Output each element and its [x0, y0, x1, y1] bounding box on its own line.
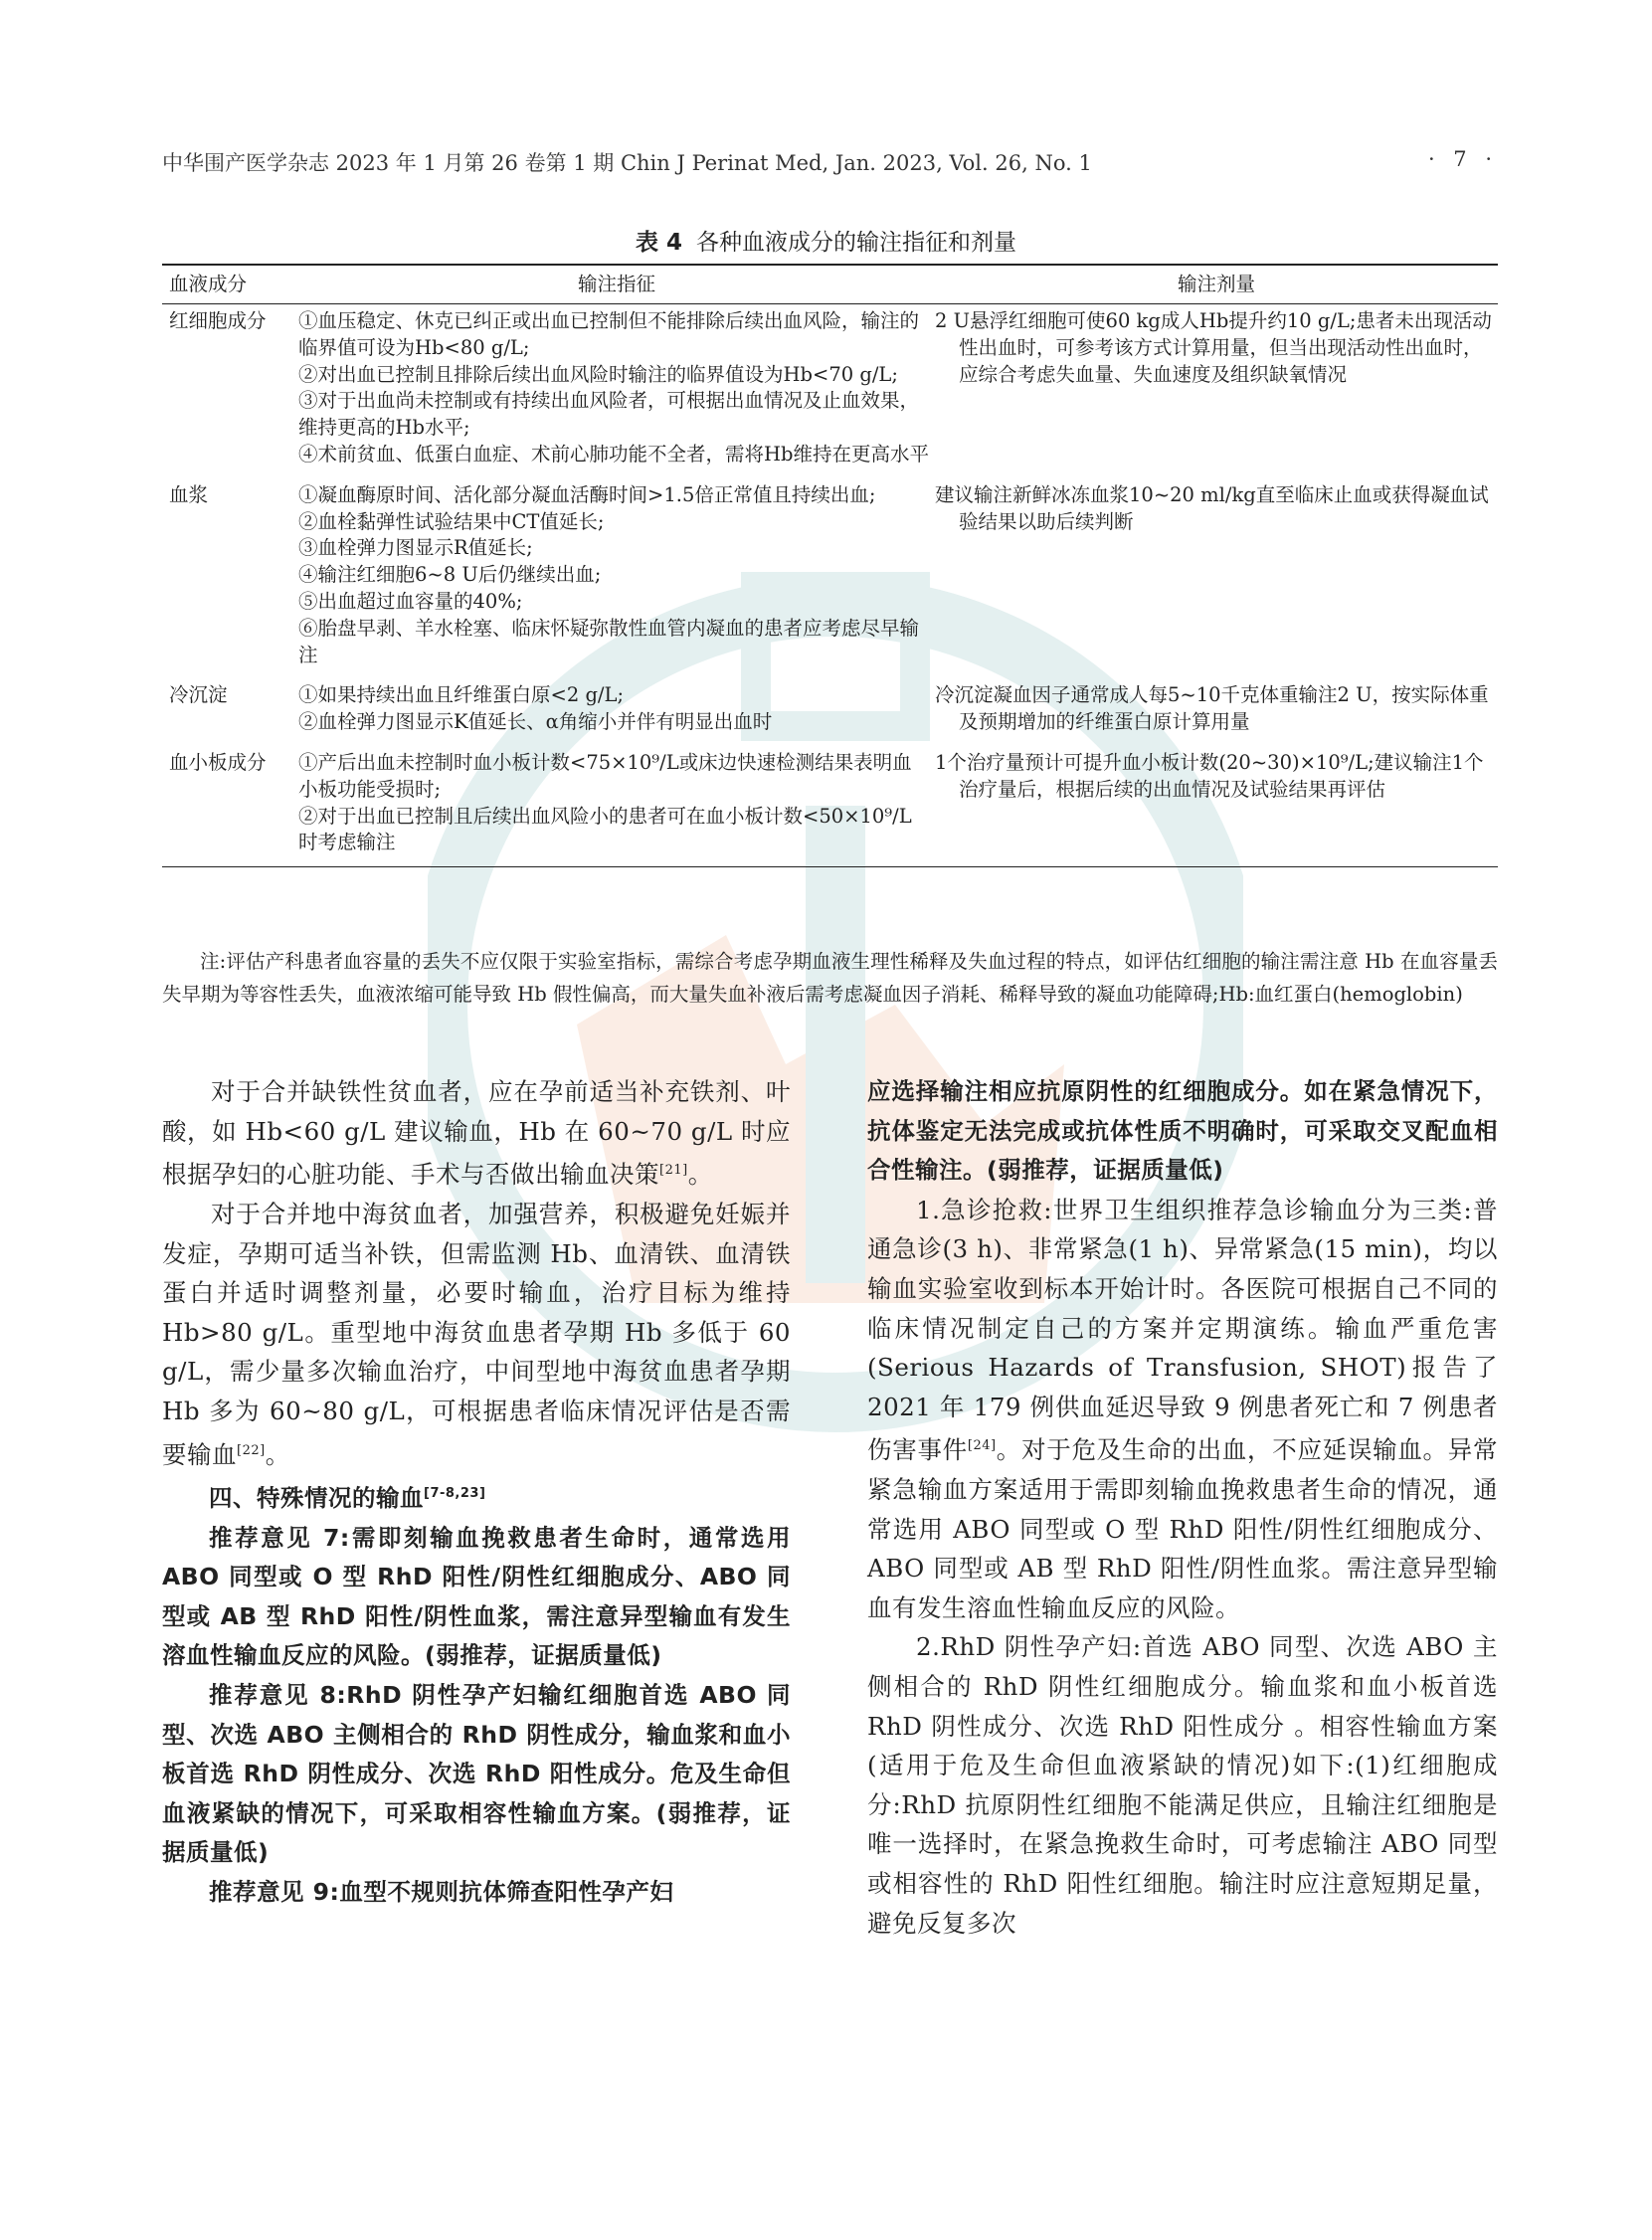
table-title [0, 224, 1652, 257]
paragraph-iron-deficiency: 对于合并缺铁性贫血者，应在孕前适当补充铁剂、叶酸，如 Hb<60 g/L 建议输血，Hb 在 60~70 g/L 时应根据孕妇的心脏功能、手术与否做出输血决策[21]。 [162, 1077, 791, 1190]
recommendation-8: 推荐意见 8:RhD 阴性孕产妇输红细胞首选 ABO 同型、次选 ABO 主侧相合的 RhD 阴性成分，输血浆和血小板首选 RhD 阴性成分、次选 RhD 阳性成分。危及生命但血液紧缺的情况下，可采取相容性输血方案。(弱推荐，证据质量低) [162, 1681, 791, 1867]
running-header: 中华围产医学杂志 2023 年 1 月第 26 卷第 1 期 Chin J Perinat Med, Jan. 2023, Vol. 26, No. 1 [162, 151, 1092, 175]
indication-item: ③对于出血尚未控制或有持续出血风险者，可根据出血情况及止血效果，维持更高的Hb水平; [298, 389, 920, 440]
indication-item: ③血栓弹力图显示R值延长; [298, 536, 533, 560]
indications-cell [298, 478, 935, 679]
recommendation-9-start: 推荐意见 9:血型不规则抗体筛查阳性孕产妇 [209, 1878, 674, 1907]
table-row [162, 478, 1498, 679]
right-column [867, 1072, 1498, 1943]
citation: [21] [659, 1163, 688, 1179]
section-heading: 四、特殊情况的输血[7-8,23] [209, 1484, 486, 1513]
left-column [162, 1072, 791, 1913]
indications-cell [298, 304, 935, 478]
table-label: 表 4 [635, 230, 682, 256]
indications-cell [298, 678, 935, 746]
component-cell: 冷沉淀 [169, 683, 228, 707]
table-note: 注:评估产科患者血容量的丢失不应仅限于实验室指标，需综合考虑孕期血液生理性稀释及失血过程的特点，如评估红细胞的输注需注意 Hb 在血容量丢失早期为等容性丢失，血液浓缩可能导致 Hb 假性偏高，而大量失血补液后需考虑凝血因子消耗、稀释导致的凝血功能障碍;Hb:血红蛋白(hemoglobin) [162, 950, 1498, 1006]
table-row [162, 304, 1498, 478]
indication-item: ②血栓弹力图显示K值延长、α角缩小并伴有明显出血时 [298, 710, 773, 734]
indication-item: ②对于出血已控制且后续出血风险小的患者可在血小板计数<50×10⁹/L时考虑输注 [298, 804, 912, 854]
citation: [7-8,23] [424, 1486, 486, 1502]
page-number: · 7 · [1427, 147, 1498, 171]
indication-item: ④输注红细胞6~8 U后仍继续出血; [298, 563, 602, 587]
col-header-indications: 输注指征 [298, 265, 935, 304]
component-cell: 血小板成分 [169, 750, 267, 774]
table-row [162, 746, 1498, 867]
paragraph-rhd-negative: 2.RhD 阴性孕产妇:首选 ABO 同型、次选 ABO 主侧相合的 RhD 阴性红细胞成分。输血浆和血小板首选 RhD 阴性成分、次选 RhD 阳性成分 。相容性输血方案(适用于危及生命但血液紧缺的情况)如下:(1)红细胞成分:RhD 抗原阴性红细胞不能满足供应，且输注红细胞是唯一选择时，在紧急挽救生命时，可考虑输注 ABO 同型或相容性的 RhD 阳性红细胞。输注时应注意短期足量，避免反复多次 [867, 1632, 1498, 1938]
indication-item: ①凝血酶原时间、活化部分凝血活酶时间>1.5倍正常值且持续出血; [298, 482, 876, 506]
dose-cell: 建议输注新鲜冰冻血浆10~20 ml/kg直至临床止血或获得凝血试验结果以助后续判断 [935, 482, 1489, 533]
indication-item: ⑤出血超过血容量的40%; [298, 589, 523, 613]
recommendation-7: 推荐意见 7:需即刻输血挽救患者生命时，通常选用 ABO 同型或 O 型 RhD 阳性/阴性红细胞成分、ABO 同型或 AB 型 RhD 阳性/阴性血浆，需注意异型输血有发生溶血性输血反应的风险。(弱推荐，证据质量低) [162, 1523, 791, 1670]
indication-item: ①如果持续出血且纤维蛋白原<2 g/L; [298, 683, 625, 707]
dose-cell: 冷沉淀凝血因子通常成人每5~10千克体重输注2 U，按实际体重及预期增加的纤维蛋白原计算用量 [935, 683, 1489, 734]
indication-item: ④术前贫血、低蛋白血症、术前心肺功能不全者，需将Hb维持在更高水平 [298, 442, 929, 466]
component-cell: 血浆 [169, 482, 209, 506]
recommendation-9-cont: 应选择输注相应抗原阴性的红细胞成分。如在紧急情况下，抗体鉴定无法完成或抗体性质不明确时，可采取交叉配血相合性输注。(弱推荐，证据质量低) [867, 1077, 1498, 1185]
transfusion-table [162, 264, 1498, 867]
indication-item: ①血压稳定、休克已纠正或出血已控制但不能排除后续出血风险，输注的临界值可设为Hb<80 g/L; [298, 309, 920, 359]
dose-cell: 2 U悬浮红细胞可使60 kg成人Hb提升约10 g/L;患者未出现活动性出血时，可参考该方式计算用量，但当出现活动性出血时，应综合考虑失血量、失血速度及组织缺氧情况 [935, 309, 1492, 386]
paragraph-emergency: 1.急诊抢救:世界卫生组织推荐急诊输血分为三类:普通急诊(3 h)、非常紧急(1 h)、异常紧急(15 min)，均以输血实验室收到标本开始计时。各医院可根据自己不同的临床情况制定自己的方案并定期演练。输血严重危害(Serious Hazards of Transfusion, SHOT)报告了 2021 年 179 例供血延迟导致 9 例患者死亡和 7 例患者伤害事件[24]。对于危及生命的出血，不应延误输血。异常紧急输血方案适用于需即刻输血挽救患者生命的情况，通常选用 ABO 同型或 O 型 RhD 阳性/阴性红细胞成分、ABO 同型或 AB 型 RhD 阳性/阴性血浆。需注意异型输血有发生溶血性输血反应的风险。 [867, 1195, 1499, 1622]
indications-cell [298, 746, 935, 867]
dose-cell: 1个治疗量预计可提升血小板计数(20~30)×10⁹/L;建议输注1个治疗量后，根据后续的出血情况及试验结果再评估 [935, 750, 1484, 801]
indication-item: ②对出血已控制且排除后续出血风险时输注的临界值设为Hb<70 g/L; [298, 362, 898, 386]
table-header-row [162, 265, 1498, 304]
table-title-text: 各种血液成分的输注指征和剂量 [696, 230, 1016, 256]
citation: [22] [237, 1442, 266, 1458]
col-header-dose: 输注剂量 [935, 265, 1498, 304]
col-header-component: 血液成分 [162, 265, 298, 304]
component-cell: 红细胞成分 [169, 309, 267, 332]
indication-item: ⑥胎盘早剥、羊水栓塞、临床怀疑弥散性血管内凝血的患者应考虑尽早输注 [298, 616, 920, 666]
table-row [162, 678, 1498, 746]
indication-item: ①产后出血未控制时血小板计数<75×10⁹/L或床边快速检测结果表明血小板功能受损时; [298, 750, 912, 801]
citation: [24] [967, 1438, 997, 1454]
indication-item: ②血栓黏弹性试验结果中CT值延长; [298, 509, 605, 533]
paragraph-thalassemia: 对于合并地中海贫血者，加强营养，积极避免妊娠并发症，孕期可适当补铁，但需监测 Hb、血清铁、血清铁蛋白并适时调整剂量，必要时输血，治疗目标为维持Hb>80 g/L。重型地中海贫血患者孕期 Hb 多低于 60 g/L，需少量多次输血治疗，中间型地中海贫血患者孕期 Hb 多为 60~80 g/L，可根据患者临床情况评估是否需要输血[22]。 [162, 1199, 791, 1469]
